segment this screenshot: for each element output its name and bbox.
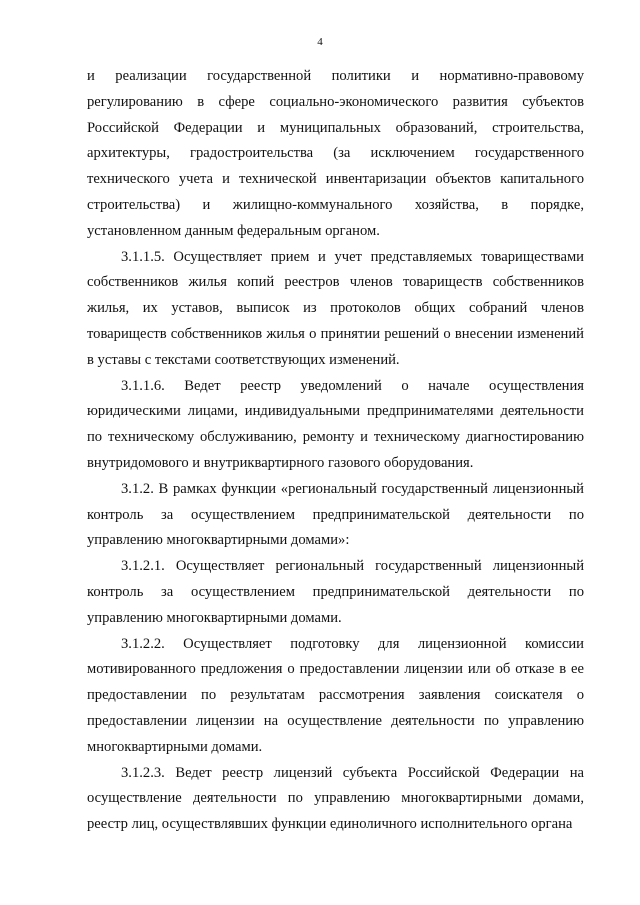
- paragraph-3-1-2-2: 3.1.2.2. Осуществляет подготовку для лицензионной комиссии мотивированного предложения о предоставлении лицензии или об отказе в ее предоставлении по результатам рассмотрения заявления соискателя о предоставлении лицензии на осуществление деятельности по управлению многоквартирными домами.: [87, 635, 584, 755]
- body-text: [87, 64, 584, 838]
- paragraph-3-1-2-3: 3.1.2.3. Ведет реестр лицензий субъекта Российской Федерации на осуществление деятельности по управлению многоквартирными домами, реестр лиц, осуществлявших функции единоличного исполнительного органа: [87, 764, 584, 833]
- page-number: 4: [317, 36, 323, 48]
- paragraph-3-1-2-1: 3.1.2.1. Осуществляет региональный государственный лицензионный контроль за осуществлением предпринимательской деятельности по управлению многоквартирными домами.: [87, 558, 584, 626]
- paragraph-3-1-1-5: 3.1.1.5. Осуществляет прием и учет представляемых товариществами собственников жилья копий реестров членов товариществ собственников жилья, их уставов, выписок из протоколов общих собраний членов товариществ собственников жилья о принятии решений о внесении изменений в уставы с текстами соответствующих изменений.: [87, 248, 584, 368]
- paragraph-3-1-2: 3.1.2. В рамках функции «региональный государственный лицензионный контроль за осуществлением предпринимательской деятельности по управлению многоквартирными домами»:: [87, 480, 584, 549]
- paragraph-3-1-1-6: 3.1.1.6. Ведет реестр уведомлений о начале осуществления юридическими лицами, индивидуальными предпринимателями деятельности по техническому обслуживанию, ремонту и техническому диагностированию внутридомового и внутриквартирного газового оборудования.: [87, 377, 584, 471]
- paragraph-continuation: и реализации государственной политики и нормативно-правовому регулированию в сфере социально-экономического развития субъектов Российской Федерации и муниципальных образований, строительства, архитектуры, градостроительства (за исключением государственного технического учета и технической инвентаризации объектов капитального строительства) и жилищно-коммунального хозяйства, в порядке, установленном данным федеральным органом.: [87, 68, 584, 239]
